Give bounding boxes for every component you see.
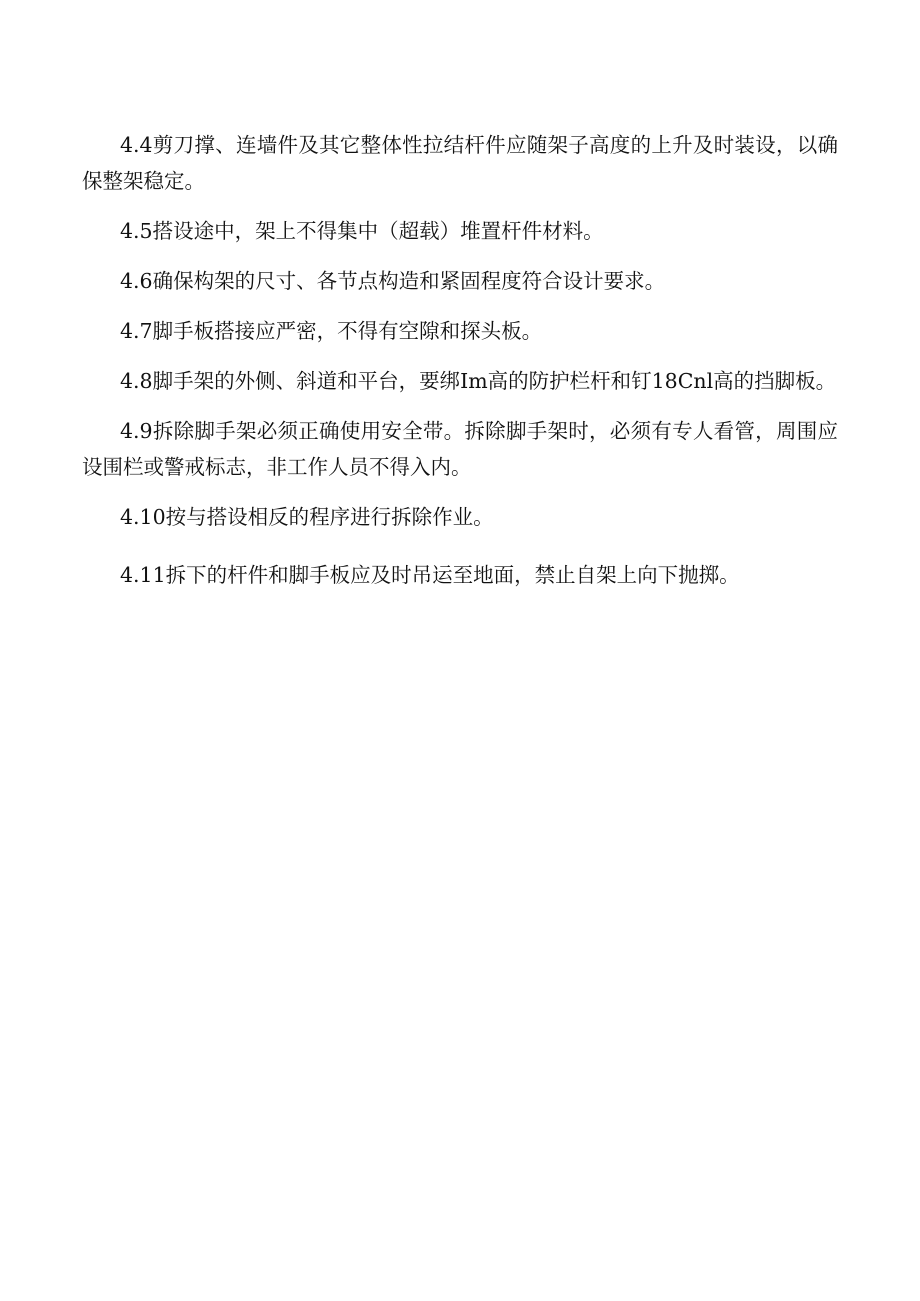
paragraph-4-5: 4.5搭设途中，架上不得集中（超载）堆置杆件材料。 [120, 219, 604, 243]
paragraph-4-9: 4.9拆除脚手架必须正确使用安全带。拆除脚手架时，必须有专人看管，周围应设围栏或警戒标志，非工作人员不得入内。 [82, 419, 838, 479]
paragraph-4-10: 4.10按与搭设相反的程序进行拆除作业。 [120, 505, 494, 529]
paragraph-4-8: 4.8脚手架的外侧、斜道和平台，要绑Im高的防护栏杆和钉18Cnl高的挡脚板。 [120, 369, 837, 393]
paragraph-4-6: 4.6确保构架的尺寸、各节点构造和紧固程度符合设计要求。 [120, 269, 666, 293]
paragraph-4-4: 4.4剪刀撑、连墙件及其它整体性拉结杆件应随架子高度的上升及时装设，以确保整架稳定。 [82, 133, 838, 193]
paragraph-4-7: 4.7脚手板搭接应严密，不得有空隙和探头板。 [120, 319, 543, 343]
document-body [82, 127, 838, 607]
paragraph-4-11: 4.11拆下的杆件和脚手板应及时吊运至地面，禁止自架上向下抛掷。 [120, 563, 740, 587]
